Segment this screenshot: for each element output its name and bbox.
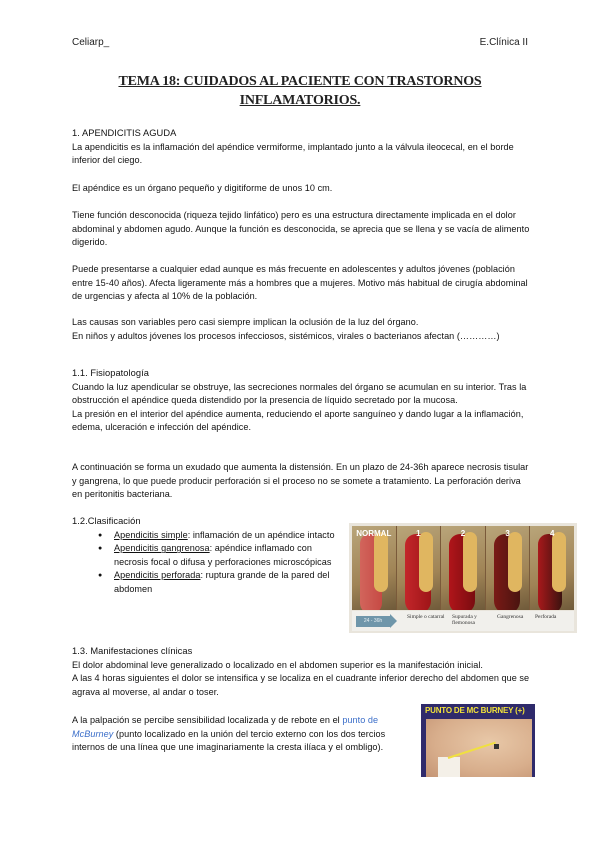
section-clasificacion — [72, 515, 342, 597]
paragraph: Las causas son variables pero casi siempre implican la oclusión de la luz del órgano. — [72, 317, 419, 327]
header-subject: E.Clínica II — [479, 37, 528, 48]
appendicitis-stages-image — [349, 523, 577, 633]
figure-title: PUNTO DE MC BURNEY (+) — [425, 706, 525, 715]
paragraph: Tiene función desconocida (riqueza tejido linfático) pero es una estructura directamente implicada en el dolor abdominal y abdomen agudo. Aunque la función es desconocida, se aprecia que se llena y se vacía de alimento digerido. — [72, 210, 530, 248]
stage-legend: 24 - 36h Simple o catarral Supurada y flemonosa Gangrenosa Perforada — [352, 611, 574, 631]
stage-panel-2: 2 — [441, 526, 486, 610]
paragraph: Cuando la luz apendicular se obstruye, las secreciones normales del órgano se acumulan en su interior. Tras la obstrucción el apéndice queda distendido por la presencia de líquido secretado por la mucosa. — [72, 381, 527, 406]
section-manifestaciones — [72, 645, 532, 699]
mcburney-point-image — [421, 704, 535, 777]
title-line-1: TEMA 18: CUIDADOS AL PACIENTE CON TRASTORNOS — [118, 74, 482, 89]
stage-panel-normal: NORMAL — [352, 526, 397, 610]
paragraph: La presión en el interior del apéndice aumenta, reduciendo el aporte sanguíneo y dando lugar a la inflamación, edema, ulceración e infección del apéndice. — [72, 408, 524, 433]
arrow-right-icon: 24 - 36h — [356, 616, 390, 627]
paragraph: A continuación se forma un exudado que aumenta la distensión. En un plazo de 24-36h aparece necrosis tisular y gangrena, lo que puede producir perforación si el proceso no se somete a tratamiento. La perforación deriva en peritonitis bacteriana. — [72, 462, 529, 500]
classification-list — [72, 529, 342, 597]
section-heading: 1. APENDICITIS AGUDA — [72, 128, 177, 138]
paragraph: Puede presentarse a cualquier edad aunque es más frecuente en adolescentes y adultos jóvenes (población entre 15-40 años). Afecta ligeramente más a hombres que a mujeres. Motivo más habitual de cirugía abdominal de urgencias y afecta al 10% de la población. — [72, 264, 528, 302]
page-title — [72, 72, 528, 110]
mcburney-line — [448, 742, 496, 759]
paragraph: La apendicitis es la inflamación del apéndice vermiforme, implantado junto a la válvula ileocecal, en el borde inferior del ciego. — [72, 141, 514, 166]
section-heading: 1.1. Fisiopatología — [72, 368, 149, 378]
section-apendicitis-aguda — [72, 127, 532, 168]
section-heading: 1.3. Manifestaciones clínicas — [72, 646, 193, 656]
section-fisiopatologia — [72, 367, 532, 435]
paragraph: A las 4 horas siguientes el dolor se intensifica y se localiza en el cuadrante inferior derecho del abdomen que se agrava al moverse, al andar o toser. — [72, 673, 530, 697]
paragraph: El dolor abdominal leve generalizado o localizado en el abdomen superior es la manifestación inicial. — [72, 659, 483, 670]
paragraph: El apéndice es un órgano pequeño y digitiforme de unos 10 cm. — [72, 183, 333, 193]
stage-panel-1: 1 — [397, 526, 442, 610]
link-punto-de[interactable]: punto de — [342, 715, 379, 725]
stage-panel-4: 4 — [530, 526, 574, 610]
stage-panel-3: 3 — [486, 526, 531, 610]
list-item: ● Apendicitis simple: inflamación de un apéndice intacto — [100, 529, 342, 543]
paragraph: En niños y adultos jóvenes los procesos infecciosos, sistémicos, virales o bacterianos afectan (…………) — [72, 330, 500, 341]
header-author: Celiarp_ — [72, 37, 110, 48]
navel-marker — [494, 744, 499, 749]
list-item: ● Apendicitis gangrenosa: apéndice inflamado con necrosis focal o difusa y perforaciones microscópicas — [100, 542, 342, 569]
link-mcburney[interactable]: McBurney — [72, 728, 114, 739]
paragraph-mcburney: A la palpación se percibe sensibilidad localizada y de rebote en el punto de McBurney (punto localizado en la unión del tercio externo con los dos tercios internos de una línea que une imaginariamente la cresta ilíaca y el ombligo). — [72, 715, 386, 753]
section-heading: 1.2.Clasificación — [72, 516, 141, 526]
title-line-2: INFLAMATORIOS. — [239, 93, 361, 108]
list-item: ● Apendicitis perforada: ruptura grande de la pared del abdomen — [100, 569, 342, 596]
